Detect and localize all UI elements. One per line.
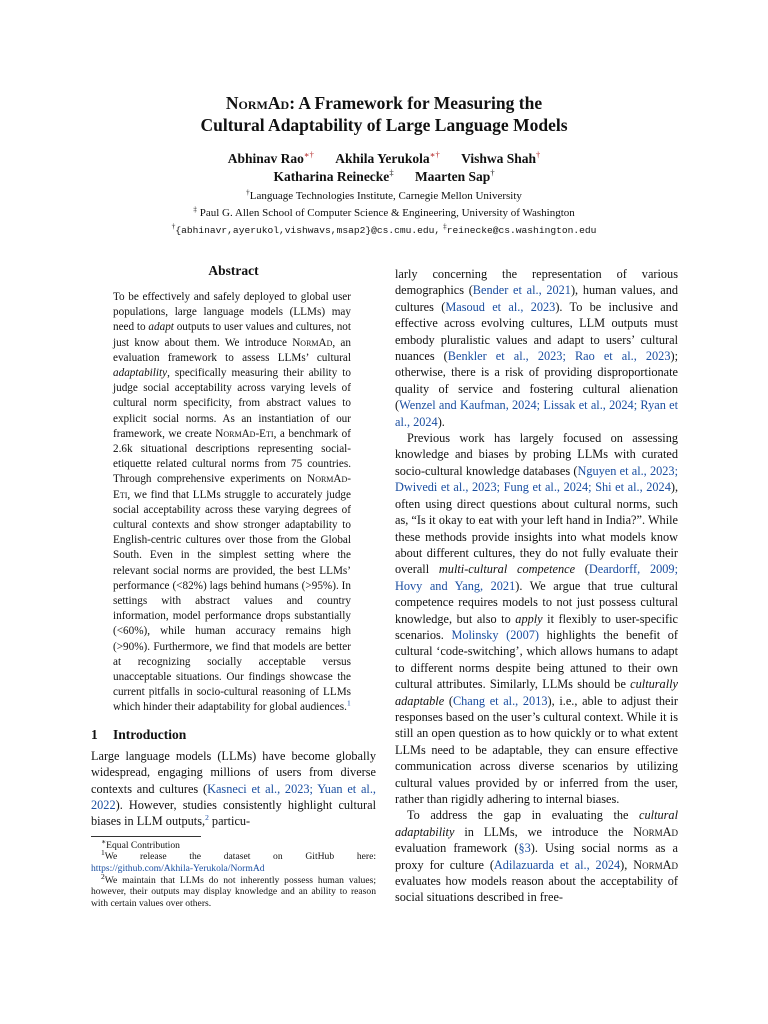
aff-mark: † bbox=[246, 187, 250, 197]
citation-sep: ; bbox=[674, 463, 678, 478]
body-emph: culturally adaptable bbox=[395, 677, 678, 708]
citation-link[interactable]: Masoud et al., 2023 bbox=[445, 299, 556, 314]
footnote-mark: ∗ bbox=[101, 836, 107, 846]
body-text: ). We argue that true cultural competence requires models to not just possess cultural knowledge, but also to bbox=[395, 578, 678, 626]
author-4 bbox=[273, 169, 393, 184]
citation-link[interactable]: Benkler et al., 2023 bbox=[447, 349, 563, 364]
abstract-text: , specifically measuring their ability to judge social acceptability across varying levels of cultural norm specificity, from abstract values to explicit social norms. As an instantiation of our framework, we create bbox=[113, 367, 351, 440]
body-text: ( bbox=[575, 562, 589, 577]
author-1 bbox=[228, 151, 314, 166]
author-name: Katharina Reinecke bbox=[273, 169, 390, 184]
footnote-mark: 1 bbox=[101, 848, 105, 858]
footnote-rule bbox=[91, 836, 201, 837]
author-5 bbox=[415, 169, 495, 184]
body-text: ), often using direct questions about cultural norms, such as, “Is it okay to eat with your left hand in India?”. While these methods provide insights into what models know about different cultures, they do not fully evaluate their overall bbox=[395, 480, 679, 577]
author-mark: ‡ bbox=[389, 167, 394, 178]
footnote-1-link[interactable]: 1 bbox=[346, 698, 351, 708]
author-3 bbox=[461, 151, 540, 166]
body-text: ( bbox=[444, 693, 453, 708]
abstract-emph: adaptability bbox=[113, 367, 168, 380]
citation-sep: ; bbox=[562, 349, 575, 364]
body-text: ). To be inclusive and effective across evolving cultures, LLM outputs must embody pluralistic values and adapt to users’ cultural nuances ( bbox=[395, 299, 678, 364]
aff-text: Paul G. Allen School of Computer Science & Engineering, University of Washington bbox=[199, 207, 575, 219]
citation-sep: ; bbox=[496, 480, 504, 495]
affiliation-2 bbox=[60, 206, 708, 220]
body-text: in LLMs, we introduce the bbox=[454, 824, 624, 839]
body-normad: NormAd bbox=[633, 857, 678, 872]
abstract-text: , an evaluation framework to assess LLMs’ cultural bbox=[113, 336, 351, 364]
body-text: evaluates how models reason about the acceptability of social situations described in free- bbox=[395, 874, 678, 905]
author-mark: † bbox=[490, 167, 495, 178]
author-name: Abhinav Rao bbox=[227, 151, 304, 166]
abstract-text: outputs to user values and cultures, not just know about them. We introduce bbox=[113, 321, 352, 349]
author-name: Akhila Yerukola bbox=[335, 151, 430, 166]
citation-link[interactable]: Adilazuarda et al., 2024 bbox=[493, 857, 621, 872]
body-text: ). bbox=[437, 414, 445, 429]
citation-link[interactable]: Yuan et al., 2022 bbox=[91, 781, 377, 812]
body-text: ). However, studies consistently highlight cultural biases in LLM outputs, bbox=[91, 797, 376, 829]
body-text: To address the gap in evaluating the bbox=[407, 808, 629, 823]
aff-mark: ‡ bbox=[193, 204, 197, 214]
abstract-heading: Abstract bbox=[208, 263, 259, 278]
intro-paragraph-2 bbox=[395, 430, 678, 807]
body-text: particu- bbox=[208, 814, 251, 829]
footnote-equal-contribution bbox=[91, 836, 376, 852]
github-link[interactable]: https://github.com/Akhila-Yerukola/NormAd bbox=[91, 862, 265, 874]
aff-text: Language Technologies Institute, Carnegie Mellon University bbox=[249, 190, 522, 202]
footnote-2 bbox=[91, 871, 376, 910]
body-normad: NormAd bbox=[633, 824, 678, 839]
footnote-text: We release the dataset on GitHub here: bbox=[104, 851, 376, 863]
body-text: ), human values, and cultures ( bbox=[395, 283, 678, 314]
email-uw[interactable]: reinecke@cs.washington.edu bbox=[446, 225, 597, 236]
footnote-text: Equal Contribution bbox=[106, 839, 180, 851]
title-normad: NormAd bbox=[225, 93, 290, 113]
email-mark: ‡ bbox=[442, 221, 447, 231]
footnote-1 bbox=[91, 848, 376, 863]
author-name: Vishwa Shah bbox=[461, 151, 537, 166]
left-column bbox=[91, 262, 376, 909]
body-emph: multi-cultural competence bbox=[438, 562, 576, 577]
author-mark: † bbox=[536, 149, 541, 160]
section-number: 1 bbox=[91, 726, 98, 742]
author-mark: ∗† bbox=[303, 149, 314, 160]
citation-link[interactable]: Dwivedi et al., 2023 bbox=[395, 480, 497, 495]
citation-sep: ; bbox=[674, 562, 678, 577]
abstract-text: , a benchmark of 2.6k situational descriptions representing social-etiquette related cultural norms from 75 countries. Through comprehensive experiments on bbox=[113, 427, 351, 486]
body-text: ), i.e., able to adjust their responses based on the user’s cultural context. While it is still an open question as to how quickly or to what extent LLMs need to be adaptable, they can ensure effective communication across diverse scenarios by utilizing cultural values provided by or inferred from the user, rather than rigidly adhering to internal biases. bbox=[395, 693, 678, 806]
citation-link[interactable]: Nguyen et al., 2023 bbox=[577, 463, 675, 478]
author-2 bbox=[335, 151, 439, 166]
body-text: ); otherwise, there is a risk of providing disproportionate quality of service and fostering cultural alienation ( bbox=[395, 349, 678, 413]
citation-link[interactable]: Hovy and Yang, 2021 bbox=[395, 578, 516, 593]
citation-link[interactable]: Molinsky (2007) bbox=[451, 627, 539, 642]
citation-link[interactable]: Ryan et al., 2024 bbox=[395, 398, 679, 429]
body-text: it flexibly to user-specific scenarios. bbox=[395, 611, 679, 642]
citation-link[interactable]: Lissak et al., 2024 bbox=[543, 398, 634, 413]
author-emails bbox=[60, 223, 708, 238]
section-title: Introduction bbox=[113, 726, 187, 742]
abstract-normad-eti: NormAd-Eti bbox=[113, 473, 351, 501]
intro-paragraph-1-right bbox=[395, 266, 678, 430]
intro-paragraph-1-left bbox=[91, 748, 376, 830]
citation-sep: ; bbox=[309, 781, 318, 796]
citation-link[interactable]: Bender et al., 2021 bbox=[472, 283, 571, 298]
abstract-emph: adapt bbox=[148, 321, 174, 334]
citation-link[interactable]: Fung et al., 2024 bbox=[503, 480, 589, 495]
section-heading-introduction bbox=[91, 726, 376, 744]
footnote-text: We maintain that LLMs do not inherently possess human values; however, their outputs may display knowledge and an ability to reason with certain values over others. bbox=[91, 874, 376, 909]
abstract-text: To be effectively and safely deployed to global user populations, large language models (LLMs) may need to bbox=[113, 291, 351, 334]
body-emph: cultural adaptability bbox=[395, 808, 678, 839]
citation-sep: ; bbox=[633, 398, 641, 413]
citation-link[interactable]: Kasneci et al., 2023 bbox=[207, 781, 310, 796]
author-list bbox=[90, 150, 678, 186]
title-line1: : A Framework for Measuring the bbox=[289, 93, 543, 113]
footnote-mark: 2 bbox=[101, 871, 105, 881]
body-emph: apply bbox=[515, 611, 543, 626]
citation-link[interactable]: Chang et al., 2013 bbox=[452, 693, 548, 708]
abstract-normad-eti: NormAd-Eti bbox=[215, 427, 274, 440]
footnote-2-link[interactable]: 2 bbox=[205, 813, 209, 823]
citation-sep: ; bbox=[536, 398, 544, 413]
citation-sep: ; bbox=[588, 480, 596, 495]
citation-link[interactable]: Shi et al., 2024 bbox=[595, 480, 671, 495]
body-text: ). Using social norms as a proxy for culture ( bbox=[395, 841, 679, 872]
intro-paragraph-3 bbox=[395, 807, 678, 905]
footnote-1-url-line bbox=[91, 863, 376, 875]
abstract-normad: NormAd bbox=[292, 336, 333, 349]
abstract-text: , we find that LLMs struggle to accurately judge social acceptability across these varying degrees of cultural contexts and show stronger adaptability to English-centric cultures over those from the Global South. Even in the simplest setting where the relevant social norms are provided, the best LLMs’ performance (<82%) lags behind humans (>95%). In settings with abstract values and country information, model performance drops substantially (<60%), while human accuracy remains high (>90%). Furthermore, we find that models are better at recognizing socially acceptable versus unacceptable situations. Our findings showcase the current pitfalls in socio-cultural reasoning of LLMs which hinder their adaptability for global audiences. bbox=[113, 488, 351, 714]
section-ref-link[interactable]: §3 bbox=[518, 841, 531, 856]
citation-link[interactable]: Wenzel and Kaufman, 2024 bbox=[399, 398, 537, 413]
body-text: ), bbox=[620, 857, 628, 872]
citation-link[interactable]: Rao et al., 2023 bbox=[574, 349, 671, 364]
author-name: Maarten Sap bbox=[414, 169, 491, 184]
title-line2: Cultural Adaptability of Large Language Models bbox=[200, 115, 568, 135]
body-text: larly concerning the representation of various demographics ( bbox=[395, 267, 678, 298]
right-column bbox=[395, 266, 678, 906]
footnotes bbox=[91, 836, 376, 910]
abstract-body bbox=[113, 290, 351, 716]
citation-link[interactable]: Deardorff, 2009 bbox=[588, 562, 675, 577]
body-text: evaluation framework ( bbox=[395, 841, 519, 856]
body-text: Previous work has largely focused on assessing knowledge and biases by probing LLMs with curated socio-cultural knowledge databases ( bbox=[395, 431, 678, 478]
email-cmu[interactable]: {abhinavr,ayerukol,vishwavs,msap2}@cs.cmu.edu, bbox=[175, 225, 441, 236]
email-mark: † bbox=[171, 221, 176, 231]
paper-title bbox=[100, 92, 668, 136]
author-mark: ∗† bbox=[429, 149, 440, 160]
body-text: Large language models (LLMs) have become globally widespread, engaging millions of users from diverse contexts and cultures ( bbox=[91, 748, 376, 796]
affiliation-1 bbox=[60, 189, 708, 203]
body-text: highlights the benefit of cultural ‘code-switching’, which allows humans to adapt to different norms despite being attuned to their own cultural attributes. Similarly, LLMs should be bbox=[395, 627, 678, 692]
